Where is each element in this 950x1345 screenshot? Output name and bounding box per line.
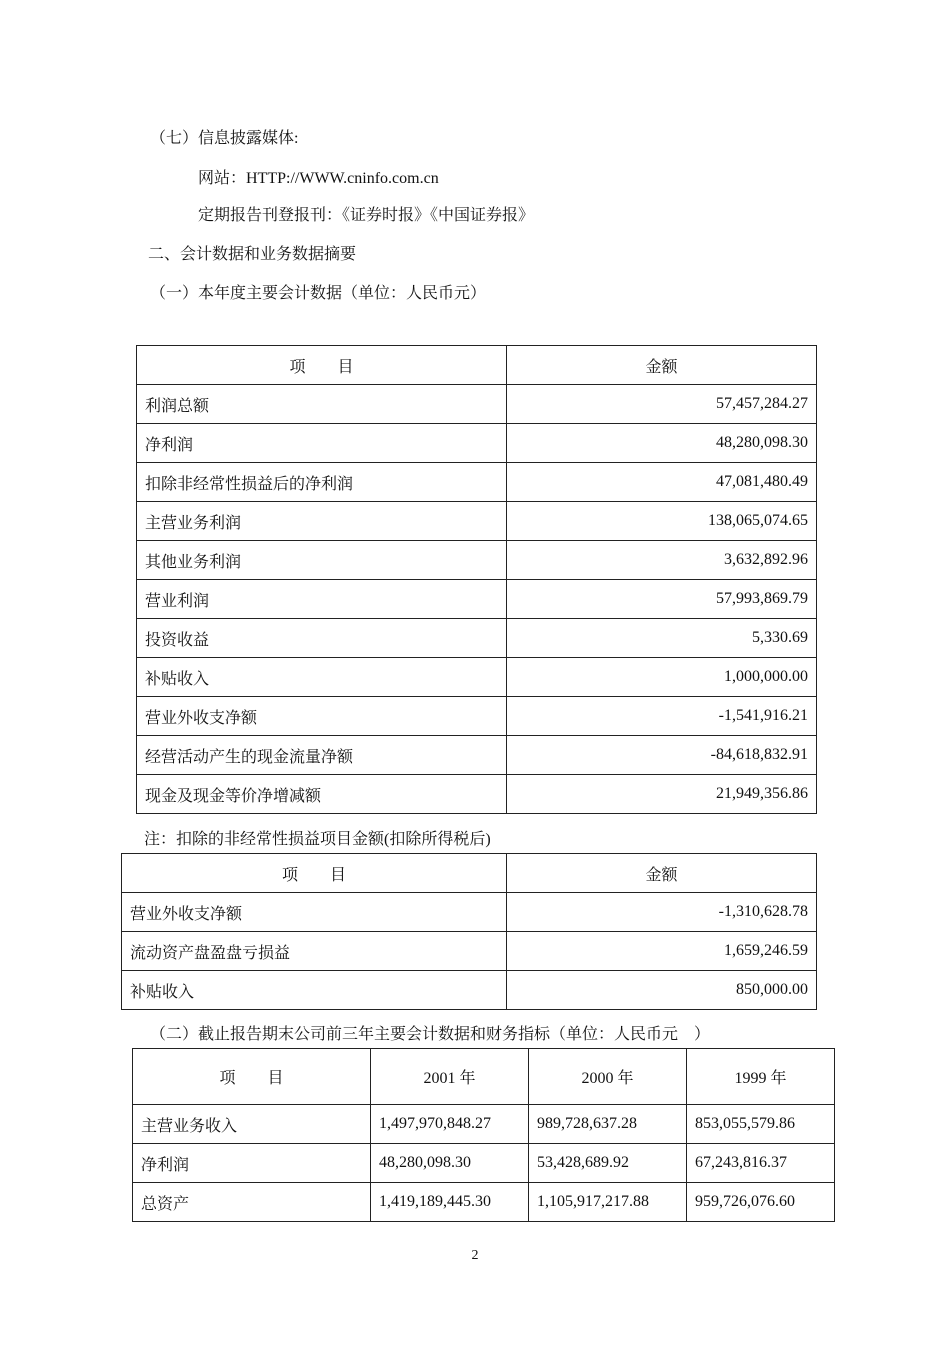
row-label: 经营活动产生的现金流量净额 (137, 736, 507, 775)
table-row (137, 736, 817, 775)
table-header-row (133, 1049, 835, 1105)
table-row (137, 424, 817, 463)
row-value: 1,000,000.00 (507, 658, 817, 697)
row-value: 21,949,356.86 (507, 775, 817, 814)
row-label: 营业外收支净额 (122, 893, 507, 932)
row-label: 流动资产盘盈盘亏损益 (122, 932, 507, 971)
header-2000: 2000 年 (529, 1049, 687, 1105)
header-amount: 金额 (507, 346, 817, 385)
row-label: 主营业务收入 (133, 1105, 371, 1144)
row-label: 投资收益 (137, 619, 507, 658)
media-heading: （七）信息披露媒体: (150, 130, 299, 147)
nonrecurring-items-table (121, 853, 817, 1010)
row-label: 其他业务利润 (137, 541, 507, 580)
table-row (137, 697, 817, 736)
header-2001: 2001 年 (371, 1049, 529, 1105)
row-label: 净利润 (133, 1144, 371, 1183)
section-two-heading: 二、会计数据和业务数据摘要 (148, 246, 357, 263)
table-row (122, 971, 817, 1010)
subsection-one-heading: （一）本年度主要会计数据（单位：人民币元） (150, 285, 487, 302)
newspapers-line: 定期报告刊登报刊：《证券时报》《中国证券报》 (198, 207, 535, 224)
row-value: 5,330.69 (507, 619, 817, 658)
row-value-1999: 853,055,579.86 (687, 1105, 835, 1144)
row-label: 补贴收入 (137, 658, 507, 697)
row-label: 净利润 (137, 424, 507, 463)
row-value-2001: 1,497,970,848.27 (371, 1105, 529, 1144)
row-value-2001: 1,419,189,445.30 (371, 1183, 529, 1222)
table-row (137, 658, 817, 697)
row-value-2000: 1,105,917,217.88 (529, 1183, 687, 1222)
header-item: 项 目 (122, 854, 507, 893)
header-item: 项 目 (137, 346, 507, 385)
header-amount: 金额 (507, 854, 817, 893)
row-label: 主营业务利润 (137, 502, 507, 541)
table-header-row (122, 854, 817, 893)
page-number: 2 (471, 1248, 479, 1263)
header-1999: 1999 年 (687, 1049, 835, 1105)
row-label: 补贴收入 (122, 971, 507, 1010)
table-row (137, 580, 817, 619)
row-value: -1,541,916.21 (507, 697, 817, 736)
row-value: 57,457,284.27 (507, 385, 817, 424)
table-row (137, 775, 817, 814)
row-value: 850,000.00 (507, 971, 817, 1010)
subsection-two-heading: （二）截止报告期末公司前三年主要会计数据和财务指标（单位：人民币元 ） (150, 1026, 711, 1043)
row-value: 48,280,098.30 (507, 424, 817, 463)
row-value: -1,310,628.78 (507, 893, 817, 932)
row-value: 3,632,892.96 (507, 541, 817, 580)
row-value: -84,618,832.91 (507, 736, 817, 775)
table-header-row (137, 346, 817, 385)
row-value-1999: 959,726,076.60 (687, 1183, 835, 1222)
row-value: 57,993,869.79 (507, 580, 817, 619)
row-label: 营业外收支净额 (137, 697, 507, 736)
table-row (133, 1105, 835, 1144)
header-item: 项 目 (133, 1049, 371, 1105)
main-accounting-table (136, 345, 817, 814)
nonrecurring-note: 注：扣除的非经常性损益项目金额(扣除所得税后) (144, 831, 491, 848)
table-row (137, 541, 817, 580)
row-label: 总资产 (133, 1183, 371, 1222)
table-row (137, 502, 817, 541)
row-value: 138,065,074.65 (507, 502, 817, 541)
table-row (137, 385, 817, 424)
row-label: 现金及现金等价净增减额 (137, 775, 507, 814)
table-row (122, 932, 817, 971)
table-row (122, 893, 817, 932)
row-value-2001: 48,280,098.30 (371, 1144, 529, 1183)
row-value-2000: 53,428,689.92 (529, 1144, 687, 1183)
row-value: 47,081,480.49 (507, 463, 817, 502)
table-row (137, 619, 817, 658)
three-year-table (132, 1048, 835, 1222)
table-row (137, 463, 817, 502)
row-value-1999: 67,243,816.37 (687, 1144, 835, 1183)
website-line: 网站：HTTP://WWW.cninfo.com.cn (198, 170, 439, 187)
table-row (133, 1183, 835, 1222)
row-label: 利润总额 (137, 385, 507, 424)
row-label: 营业利润 (137, 580, 507, 619)
table-row (133, 1144, 835, 1183)
row-value: 1,659,246.59 (507, 932, 817, 971)
row-label: 扣除非经常性损益后的净利润 (137, 463, 507, 502)
row-value-2000: 989,728,637.28 (529, 1105, 687, 1144)
